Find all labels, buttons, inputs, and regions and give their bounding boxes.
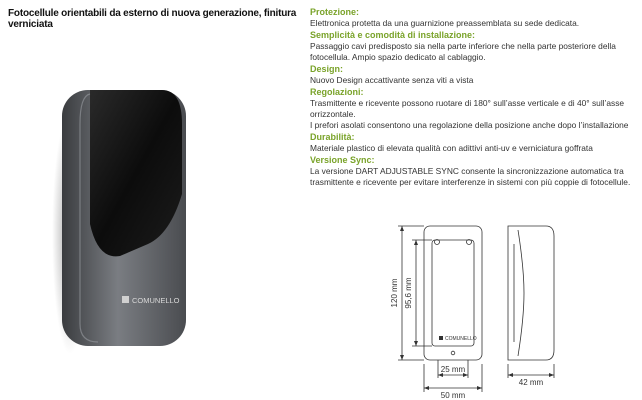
side-view-curve: [518, 230, 524, 356]
page-title: Fotocellule orientabili da esterno di nuova generazione, finitura verniciata: [8, 8, 297, 30]
brand-logo-icon: [122, 296, 129, 303]
dim-label-width-total: 50 mm: [440, 391, 466, 398]
spec-line: Materiale plastico di elevata qualità con adittivi anti-uv e verniciatura goffrata: [310, 143, 593, 153]
dim-label-height-total: 120 mm: [390, 278, 399, 308]
spec-line: trasmittente e ricevente per evitare interferenze in sistemi con più coppie di fotocellule.: [310, 177, 631, 187]
dim-label-width-inner: 25 mm: [440, 365, 466, 374]
arrow-icon: [549, 373, 554, 377]
spec-heading: Versione Sync:: [310, 155, 375, 165]
spec-durabilita: [310, 132, 636, 154]
spec-line: fotocellula. Ampio spazio dedicato al cablaggio.: [310, 52, 486, 62]
drawing-logo-text: COMUNELLO: [445, 336, 477, 342]
spec-line: I prefori asolati consentono una regolazione della posizione anche dopo l’installazione: [310, 120, 629, 130]
spec-line: Elettronica protetta da una guarnizione preassemblata su sede dedicata.: [310, 18, 580, 28]
spec-line: Trasmittente e ricevente possono ruotare di 180° sull’asse verticale e di 40° sull’asse: [310, 98, 625, 108]
spec-heading: Protezione:: [310, 7, 360, 17]
spec-line: orrizzontale.: [310, 109, 356, 119]
spec-design: [310, 64, 636, 86]
spec-heading: Semplicità e comodità di installazione:: [310, 30, 476, 40]
spec-heading: Durabilità:: [310, 132, 355, 142]
spec-heading: Regolazioni:: [310, 87, 364, 97]
spec-list: [310, 7, 636, 189]
spec-heading: Design:: [310, 64, 344, 74]
spec-protezione: [310, 7, 636, 29]
dim-label-height-inner: 95,6 mm: [404, 277, 413, 309]
spec-line: Passaggio cavi predisposto sia nella parte inferiore che nella parte posteriore della: [310, 41, 616, 51]
arrow-icon: [414, 341, 418, 346]
arrow-icon: [400, 226, 404, 231]
screw-hole-icon: [451, 351, 455, 355]
drawing-logo-icon: [439, 336, 443, 340]
arrow-icon: [424, 386, 429, 390]
spec-line: La versione DART ADJUSTABLE SYNC consente la sincronizzazione automatica tra: [310, 166, 624, 176]
spec-line: Nuovo Design accattivante senza viti a vista: [310, 75, 474, 85]
spec-regolazioni: [310, 87, 636, 131]
dim-label-depth: 42 mm: [518, 378, 544, 387]
brand-logo-text: COMUNELLO: [132, 296, 180, 305]
arrow-icon: [400, 355, 404, 360]
side-view-outline: [508, 226, 554, 360]
front-view-inner: [432, 240, 474, 346]
product-image: [50, 84, 192, 354]
arrow-icon: [414, 240, 418, 245]
spec-sync: [310, 155, 636, 188]
technical-drawing: [358, 218, 630, 398]
arrow-icon: [508, 373, 513, 377]
arrow-icon: [477, 386, 482, 390]
spec-installazione: [310, 30, 636, 63]
